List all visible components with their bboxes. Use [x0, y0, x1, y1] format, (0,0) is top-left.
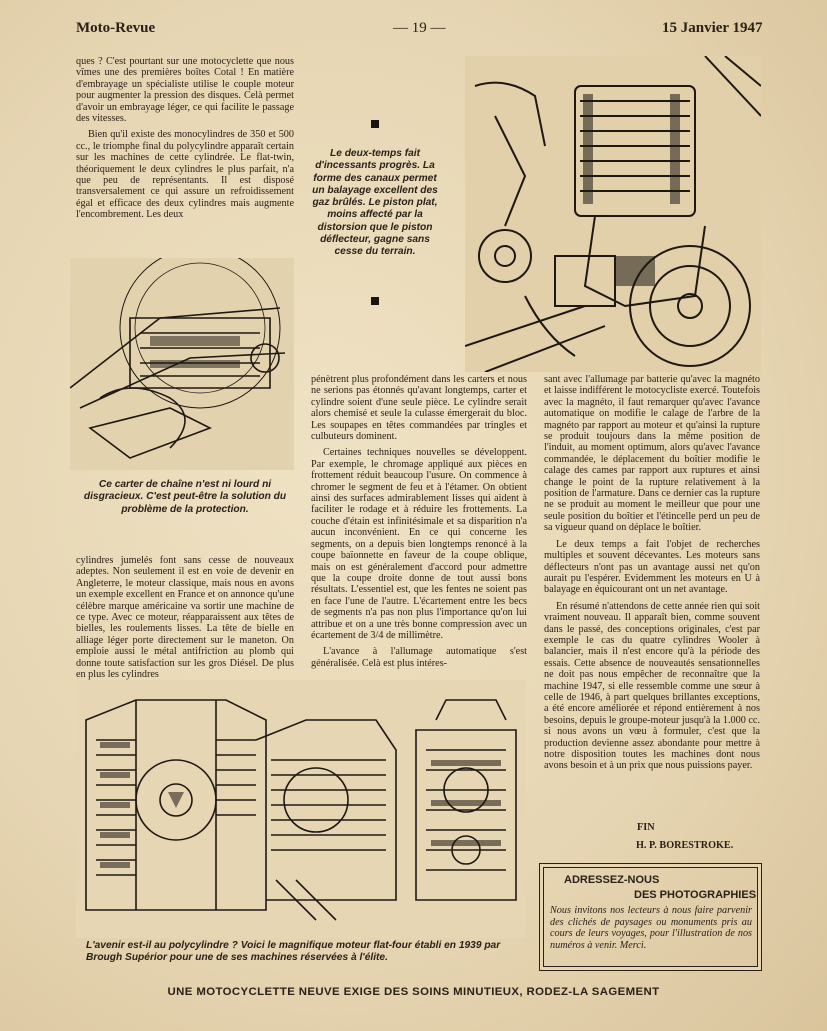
footer-slogan: UNE MOTOCYCLETTE NEUVE EXIGE DES SOINS MINUTIEUX, RODEZ-LA SAGEMENT	[167, 986, 660, 998]
paragraph: ques ? C'est pourtant sur une motocyclette que nous vîmes une des premières boîtes Cotal ! En matière d'embrayage un spécialiste utilise le couple moteur pour augmenter la pression des disques. Celà permet d'avoir un embrayage léger, ce qui facilite le passage des vitesses.	[76, 56, 294, 125]
paragraph: Certaines techniques nouvelles se développent. Par exemple, le chromage appliqué aux pièces en frottement réduit beaucoup l'usure. On commence à chromer le segment de feu et à l'étamer. On obtient ainsi des surfaces admirablement lisses qui aident à faciliter le rodage et à réduire les frottements. La couche d'étain est infinitésimale et sa disparition n'a aucun inconvénient. En ce qui concerne les segments, on a depuis bien longtemps renoncé à la coupe baïonnette en faveur de la coupe oblique, mais on est généralement d'accord pour admettre que la coupe droite donne de tout aussi bons résultats. L'essentiel est, que les fentes ne soient pas en face l'une de l'autre. L'écartement entre les becs de segments n'a pas non plus l'importance qu'on lui attribue et on a une très bonne compression avec un écartement de 3/4 de millimètre.	[311, 447, 527, 641]
magazine-name: Moto-Revue	[76, 20, 156, 36]
issue-date: 15 Janvier 1947	[662, 20, 763, 36]
paragraph: sant avec l'allumage par batterie qu'avec la magnéto et laisse indifférent le motocycliste exercé. Toutefois avec la magnéto, il faut remarquer qu'avec l'avance automatique on modifie le calage de l'arbre de la magnéto par rapport au moteur et qu'ainsi la rupture se produit toujours dans la même position de l'induit, au moment optimum, alors qu'avec l'avance commandée, le déplacement du boîtier modifie le calage des cames par rapport aux ruptures et ainsi change le point de la rupture relativement à la position de l'armature. Dans ce dernier cas la rupture ne se produit au moment le meilleur que pour une seule position du boîtier et l'étincelle perd un peu de sa vigueur quand on déplace le boîtier.	[544, 374, 760, 534]
bullet-square	[371, 297, 379, 305]
chain-case-illustration	[70, 258, 294, 470]
caption-two-stroke: Le deux-temps fait d'incessants progrès. La forme des canaux permet un balayage excellent des gaz brûlés. Le piston plat, moins affecté par la distorsion que le piston déflecteur, gagne sans cesse du terrain.	[312, 148, 438, 258]
end-mark: FIN	[637, 822, 655, 833]
two-stroke-engine-illustration	[465, 56, 761, 372]
page-number: — 19 —	[393, 20, 446, 36]
box-title-line2: DES PHOTOGRAPHIES	[634, 889, 757, 901]
box-text: Nous invitons nos lecteurs à nous faire parvenir des clichés de paysages ou monuments pris au cours de leurs voyages, pour l'illustration de nos numéros à venir. Merci.	[550, 905, 752, 951]
author-signature: H. P. BORESTROKE.	[636, 840, 734, 851]
caption-chain-case: Ce carter de chaîne n'est ni lourd ni disgracieux. C'est peut-être la solution du problème de la protection.	[83, 479, 287, 515]
column-1-bottom	[76, 555, 294, 685]
paragraph: Bien qu'il existe des monocylindres de 350 et 500 cc., le triomphe final du polycylindre apparaît certain sur les machines de cette cylindrée. Le flat-twin, théoriquement le deux cylindres le plus parfait, n'a que peu de représentants. Il est disposé transversalement ce qui assure un refroidissement égal et efficace des deux cylindres mais augmente l'encombrement. Les deux	[76, 129, 294, 221]
paragraph: pénètrent plus profondément dans les carters et nous ne serions pas étonnés qu'avant longtemps, carter et cylindre soient d'une seule pièce. Le cylindre serait alors chemisé et seule la culasse émergerait du bloc. Les soupapes en têtes commandées par tringles et culbuteurs dominent.	[311, 374, 527, 443]
column-2	[311, 374, 527, 674]
caption-flat-four: L'avenir est-il au polycylindre ? Voici le magnifique moteur flat-four établi en 1939 par Brough Supérior pour une de ses machines réservées à l'élite.	[86, 940, 501, 964]
paragraph: En résumé n'attendons de cette année rien qui soit vraiment nouveau. Il apparaît bien, comme souvent dans le passé, des conceptions originales, c'est par exemple le cas du quatre cylindres Wooler à balancier, mais il n'est encore qu'à la période des essais. Cette absence de nouveautés sensationnelles ne doit pas nous empêcher de reconnaître que la machine 1947, si elle ressemble comme une sœur à celle de 1946, à part quelques brillantes exceptions, a été encore améliorée et répond entièrement à nos besoins, depuis le groupe-moteur jusqu'à la 1.000 cc. si nous avons un vœu à formuler, c'est que la production devienne assez abondante pour mettre à notre disposition toutes les machines dont nous avons besoin et à un prix que nous puissions payer.	[544, 600, 760, 772]
box-title-line1: ADRESSEZ-NOUS	[564, 874, 660, 886]
flat-four-engine-illustration	[76, 680, 526, 938]
bullet-square	[371, 120, 379, 128]
column-3	[544, 374, 760, 777]
column-1-top	[76, 56, 294, 226]
paragraph: cylindres jumelés font sans cesse de nouveaux adeptes. Non seulement il est en voie de devenir en Angleterre, le moteur classique, mais nous en avons un exemple excellent en France et on annonce qu'une célèbre marque américaine va sortir une machine de ce type. Avec ce moteur, réapparaissent aux têtes de bielles, les roulements lisses. La tête de bielle en alliage léger porte directement sur le maneton. On emploie aussi le métal antifriction au plomb qui donne toute satisfaction sur les gros Diésel. De plus en plus les cylindres	[76, 555, 294, 681]
photo-request-box	[539, 863, 762, 971]
paragraph: Le deux temps a fait l'objet de recherches multiples et souvent décevantes. Les moteurs sans déflecteurs n'ont pas un avantage aussi net qu'on aurait pu l'espérer. Evidemment les moteurs en U à balayage en équicourant ont un net avantage.	[544, 538, 760, 596]
paragraph: L'avance à l'allumage automatique s'est généralisée. Celà est plus intéres-	[311, 646, 527, 669]
